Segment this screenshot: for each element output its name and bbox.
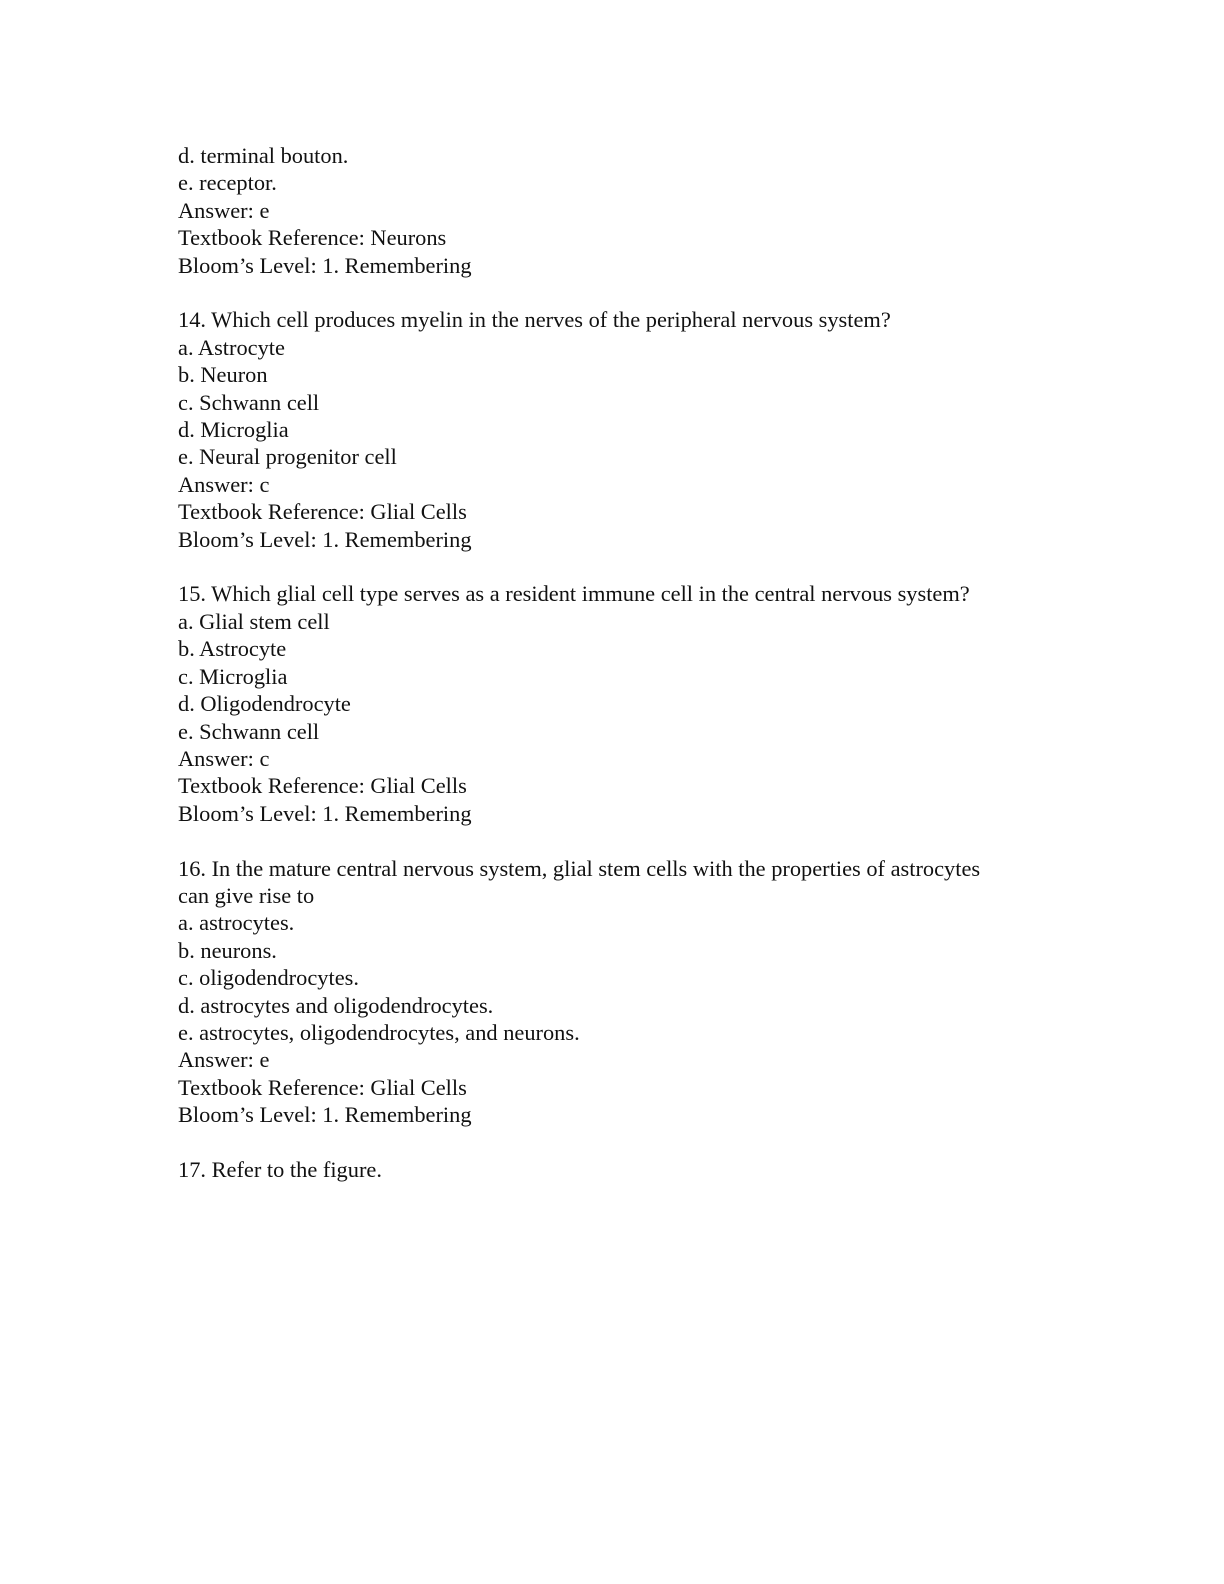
- bloom-level: Bloom’s Level: 1. Remembering: [178, 800, 472, 826]
- option-c: c. Schwann cell: [178, 389, 320, 415]
- question-stem: 17. Refer to the figure.: [178, 1156, 382, 1182]
- question-stem: 14. Which cell produces myelin in the nerves of the peripheral nervous system?: [178, 307, 891, 333]
- answer-line: Answer: c: [178, 745, 270, 771]
- question-17: [178, 1156, 1058, 1183]
- option-a: a. Glial stem cell: [178, 608, 330, 634]
- question-stem-line-2: can give rise to: [178, 882, 315, 908]
- textbook-reference: Textbook Reference: Glial Cells: [178, 1074, 467, 1100]
- question-14: [178, 306, 1058, 553]
- option-b: b. Neuron: [178, 362, 268, 388]
- answer-line: Answer: e: [178, 1047, 270, 1073]
- option-d: d. Microglia: [178, 417, 289, 443]
- answer-line: Answer: e: [178, 197, 270, 223]
- textbook-reference: Textbook Reference: Neurons: [178, 225, 447, 251]
- textbook-reference: Textbook Reference: Glial Cells: [178, 499, 467, 525]
- answer-line: Answer: c: [178, 471, 270, 497]
- option-c: c. Microglia: [178, 663, 288, 689]
- option-e: e. receptor.: [178, 170, 277, 196]
- option-a: a. astrocytes.: [178, 910, 295, 936]
- bloom-level: Bloom’s Level: 1. Remembering: [178, 252, 472, 278]
- document-page: [178, 142, 1058, 1183]
- option-e: e. astrocytes, oligodendrocytes, and neurons.: [178, 1019, 580, 1045]
- option-b: b. neurons.: [178, 937, 277, 963]
- option-e: e. Schwann cell: [178, 718, 320, 744]
- question-15: [178, 580, 1058, 827]
- bloom-level: Bloom’s Level: 1. Remembering: [178, 1102, 472, 1128]
- option-d: d. terminal bouton.: [178, 143, 349, 168]
- option-d: d. astrocytes and oligodendrocytes.: [178, 992, 494, 1018]
- textbook-reference: Textbook Reference: Glial Cells: [178, 773, 467, 799]
- option-c: c. oligodendrocytes.: [178, 965, 359, 991]
- question-16: [178, 855, 1058, 1129]
- question-stem: 15. Which glial cell type serves as a resident immune cell in the central nervous system?: [178, 581, 970, 607]
- option-d: d. Oligodendrocyte: [178, 691, 351, 717]
- option-b: b. Astrocyte: [178, 636, 287, 662]
- option-a: a. Astrocyte: [178, 334, 285, 360]
- question-stem-line-1: 16. In the mature central nervous system, glial stem cells with the properties of astrocytes: [178, 855, 981, 881]
- question-13-continuation: [178, 142, 1058, 279]
- bloom-level: Bloom’s Level: 1. Remembering: [178, 526, 472, 552]
- option-e: e. Neural progenitor cell: [178, 444, 397, 470]
